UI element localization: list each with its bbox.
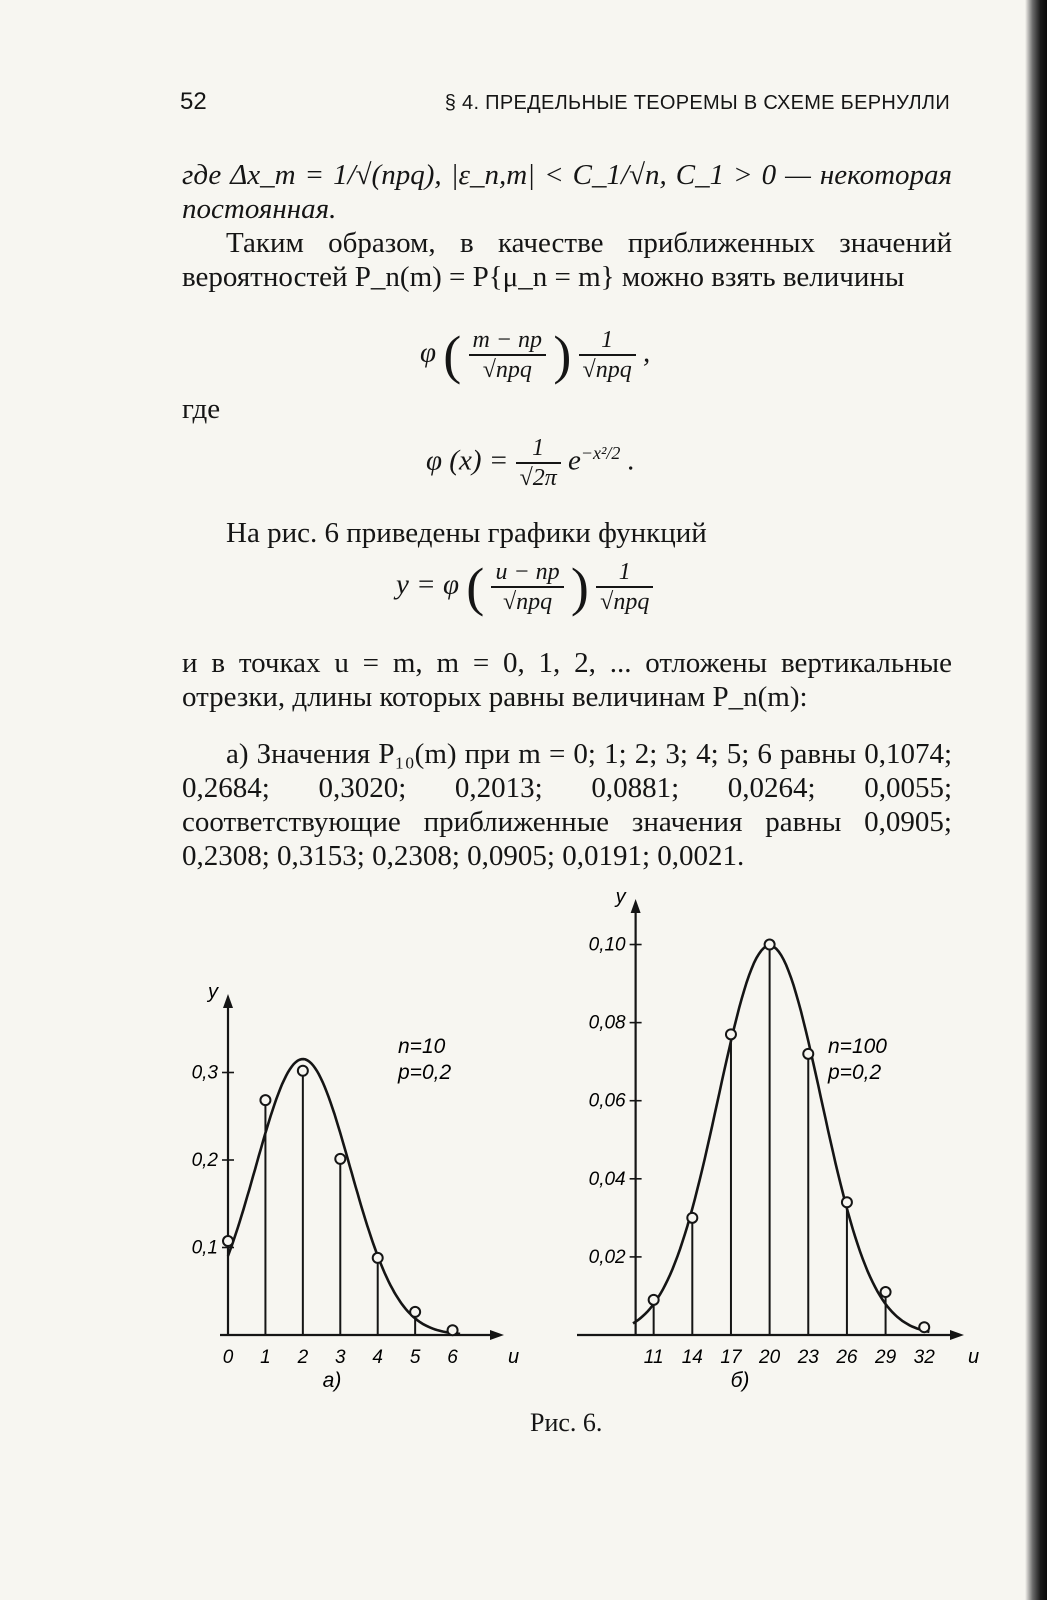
panel2-x-tick-label: 11 xyxy=(643,1347,664,1368)
panel1-x-tick-label: 1 xyxy=(260,1347,271,1368)
panel2-x-tick-label: 32 xyxy=(913,1347,935,1368)
right-paren: ) xyxy=(553,325,572,385)
panel2-y-tick-label: 0,08 xyxy=(588,1012,626,1034)
panel2-y-axis-label: y xyxy=(615,886,626,908)
fraction-numerator: 1 xyxy=(579,326,636,356)
exp-power: −x²/2 xyxy=(580,443,621,463)
paragraph-values-a: а) Значения P₁₀(m) при m = 0; 1; 2; 3; 4; 5; 6 равны 0,1074; 0,2684; 0,3020; 0,2013; 0,0881; 0,0264; 0,0055; соответствующие приближенные значения равны 0,0905; 0,2308; 0,3153; 0,2308; 0,0905; 0,0191; 0,0021. xyxy=(182,738,952,872)
formula-phi-standardized xyxy=(420,326,650,384)
panel2-x-axis-arrow xyxy=(950,1330,964,1340)
fraction-standardized xyxy=(469,326,547,384)
panel2-x-tick-label: 29 xyxy=(875,1347,897,1368)
formula-suffix: . xyxy=(627,444,635,477)
fraction-numerator: 1 xyxy=(516,434,561,464)
fraction-denominator: √npq xyxy=(482,357,532,383)
panel1-point-marker xyxy=(448,1325,458,1335)
paragraph-approximation: Таким образом, в качестве приближенных значений вероятностей P_n(m) = P{μ_n = m} можно взять величины xyxy=(182,227,952,293)
running-head: § 4. ПРЕДЕЛЬНЫЕ ТЕОРЕМЫ В СХЕМЕ БЕРНУЛЛИ xyxy=(444,92,950,114)
panel2-x-tick-label: 17 xyxy=(720,1347,742,1368)
fraction-denominator: √npq xyxy=(502,589,553,615)
panel2-x-axis-label: u xyxy=(968,1346,980,1368)
panel1-point-marker xyxy=(410,1307,420,1317)
panel2-y-tick-label: 0,02 xyxy=(588,1246,626,1268)
panel1-y-axis-label: y xyxy=(208,981,218,1003)
panel1-point-marker xyxy=(223,1236,233,1246)
panel2-legend-line: p=0,2 xyxy=(828,1061,882,1084)
where-word: где xyxy=(182,159,222,191)
fraction-standardized xyxy=(491,558,563,616)
panel2-normal-curve xyxy=(633,946,929,1332)
panel2-point-marker xyxy=(919,1322,929,1332)
exp-base: e xyxy=(568,444,581,477)
panel1-point-marker xyxy=(335,1154,345,1164)
panel1-panel-label: а) xyxy=(322,1369,342,1392)
panel1-point-marker xyxy=(298,1066,308,1076)
fraction-numerator: u − np xyxy=(491,558,563,588)
panel1-x-tick-label: 4 xyxy=(372,1347,384,1368)
figure-svg xyxy=(180,886,980,1405)
panel1-x-axis-arrow xyxy=(490,1330,504,1340)
formula-y-function xyxy=(396,558,653,616)
panel2-legend-line: n=100 xyxy=(828,1035,887,1058)
panel2-point-marker xyxy=(687,1213,697,1223)
y-lhs: y = φ xyxy=(396,568,459,601)
panel1-x-tick-label: 3 xyxy=(334,1347,346,1368)
panel2-point-marker xyxy=(726,1029,736,1039)
fraction-denominator: √npq xyxy=(582,357,632,383)
formula-normal-density xyxy=(426,434,635,492)
left-paren: ( xyxy=(443,325,462,385)
panel1-x-tick-label: 5 xyxy=(409,1347,421,1368)
panel2-x-tick-label: 26 xyxy=(836,1347,858,1368)
panel1-x-tick-label: 6 xyxy=(447,1347,458,1368)
paragraph-segments: и в точках u = m, m = 0, 1, 2, ... отложены вертикальные отрезки, длины которых равны величинам P_n(m): xyxy=(182,647,952,713)
panel1-x-tick-label: 0 xyxy=(222,1347,234,1368)
panel1-y-tick-label: 0,1 xyxy=(191,1237,218,1259)
page-number: 52 xyxy=(180,88,207,115)
paragraph-definitions xyxy=(182,158,952,226)
where-label: где xyxy=(182,393,221,425)
panel2-point-marker xyxy=(649,1295,659,1305)
fraction-scale xyxy=(596,558,653,616)
formula-suffix: , xyxy=(642,336,651,369)
fraction-numerator: m − np xyxy=(469,326,547,356)
density-fraction xyxy=(516,434,561,492)
right-paren: ) xyxy=(570,557,589,617)
panel2-y-tick-label: 0,06 xyxy=(588,1090,626,1112)
panel2-panel-label: б) xyxy=(730,1369,750,1392)
panel1-x-axis-label: u xyxy=(508,1346,520,1368)
constant-note: некоторая постоянная. xyxy=(182,159,953,225)
fraction-denominator: √npq xyxy=(600,589,650,615)
panel2-point-marker xyxy=(842,1197,852,1207)
delta-formula: Δx_m = 1/√(npq), |ε_n,m| < C_1/√n, C_1 > 0 — xyxy=(230,159,811,191)
panel2-point-marker xyxy=(881,1287,891,1297)
panel2-point-marker xyxy=(765,940,775,950)
panel2-x-tick-label: 20 xyxy=(759,1347,781,1368)
figure-caption: Рис. 6. xyxy=(530,1408,603,1437)
fraction-denominator: √2π xyxy=(519,465,557,491)
panel1-legend-line: n=10 xyxy=(398,1035,446,1058)
fraction-numerator: 1 xyxy=(596,558,653,588)
panel2-point-marker xyxy=(803,1049,813,1059)
panel1-y-tick-label: 0,3 xyxy=(191,1062,218,1084)
panel1-y-tick-label: 0,2 xyxy=(191,1150,218,1171)
paragraph-figure-intro: На рис. 6 приведены графики функций xyxy=(226,517,707,549)
panel1-point-marker xyxy=(260,1095,270,1105)
panel1-y-axis-arrow xyxy=(223,994,233,1008)
page-header xyxy=(180,88,950,118)
panel2-y-tick-label: 0,04 xyxy=(588,1168,626,1190)
phi-symbol: φ xyxy=(420,336,437,369)
figure-6 xyxy=(180,886,980,1392)
panel2-y-tick-label: 0,10 xyxy=(588,934,626,956)
panel2-x-tick-label: 14 xyxy=(681,1347,703,1368)
left-paren: ( xyxy=(466,557,485,617)
panel1-legend-line: p=0,2 xyxy=(398,1061,452,1084)
panel2-x-tick-label: 23 xyxy=(797,1347,819,1368)
panel1-x-tick-label: 2 xyxy=(297,1347,309,1368)
density-lhs: φ (x) = xyxy=(426,444,509,477)
panel2-y-axis-arrow xyxy=(631,899,641,913)
fraction-scale xyxy=(579,326,636,384)
panel1-point-marker xyxy=(373,1253,383,1263)
